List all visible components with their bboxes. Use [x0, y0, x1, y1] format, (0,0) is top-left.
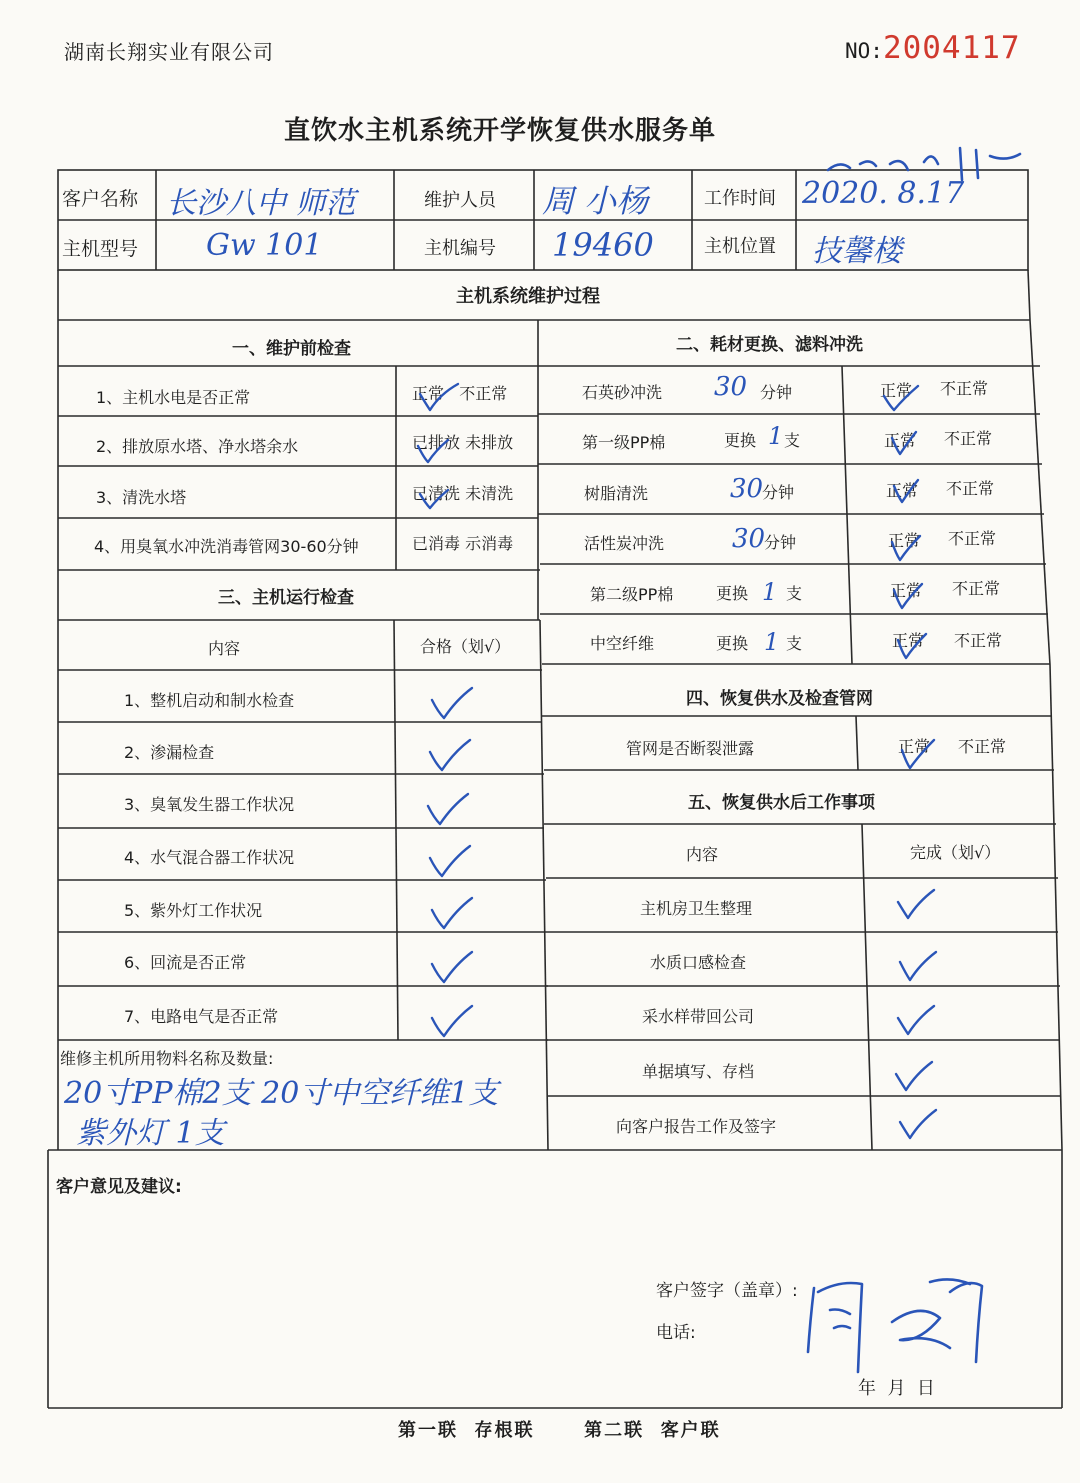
s2-pre-5: 更换 [716, 584, 749, 603]
s5-item-3: 采水样带回公司 [642, 1007, 755, 1026]
s2-normal-1: 正常 [880, 381, 913, 400]
s2-value-1: 30 [714, 372, 748, 402]
s4-item: 管网是否断裂泄露 [626, 739, 755, 758]
s2-abnormal-2: 不正常 [944, 429, 993, 448]
form-title: 直饮水主机系统开学恢复供水服务单 [283, 116, 716, 146]
check-mark-icon [888, 532, 934, 566]
s2-unit-1: 分钟 [760, 383, 793, 402]
section4-title: 四、恢复供水及检查管网 [686, 689, 873, 709]
check-mark-icon [894, 630, 940, 664]
s3-item-1: 1、整机启动和制水检查 [124, 691, 295, 710]
s3-item-4: 4、水气混合器工作状况 [124, 848, 295, 867]
s2-unit-4: 分钟 [764, 533, 797, 552]
check-mark-icon [892, 1060, 938, 1094]
check-mark-icon [416, 484, 462, 518]
s1-item-3: 3、清洗水塔 [96, 488, 187, 507]
section1-title: 一、维护前检查 [232, 339, 351, 359]
check-mark-icon [416, 380, 462, 414]
check-mark-icon [898, 738, 944, 772]
s2-pre-6: 更换 [716, 634, 749, 653]
materials-label: 维修主机所用物料名称及数量: [60, 1049, 274, 1068]
check-mark-icon [414, 436, 460, 470]
check-mark-icon [894, 888, 940, 922]
s2-value-5: 1 [762, 578, 778, 606]
host-serial-label: 主机编号 [424, 238, 496, 259]
s2-item-5: 第二级PP棉 [590, 585, 674, 604]
s3-item-6: 6、回流是否正常 [124, 953, 247, 972]
s2-abnormal-5: 不正常 [952, 579, 1001, 598]
phone-label: 电话: [656, 1323, 696, 1343]
host-serial-value: 19460 [552, 226, 654, 264]
date-label: 年 月 日 [858, 1378, 935, 1399]
s2-normal-6: 正常 [892, 631, 925, 650]
time-value: 2020. 8.17 [802, 176, 965, 211]
check-mark-icon [894, 1004, 940, 1038]
check-mark-icon [424, 792, 470, 826]
s1-options-2: 已排放 未排放 [412, 433, 514, 452]
model-value: Gw 101 [206, 228, 323, 263]
s1-item-4: 4、用臭氧水冲洗消毒管网30-60分钟 [94, 537, 359, 556]
materials-line2: 紫外灯 1支 [76, 1116, 225, 1151]
s2-unit-2: 支 [784, 431, 801, 450]
s1-item-1: 1、主机水电是否正常 [96, 388, 251, 407]
s2-item-1: 石英砂冲洗 [582, 383, 663, 402]
s5-item-4: 单据填写、存档 [642, 1062, 755, 1081]
location-label: 主机位置 [704, 236, 776, 257]
serial-label: NO: [845, 39, 883, 63]
s5-item-2: 水质口感检查 [650, 953, 747, 972]
s3-col-pass: 合格（划√） [420, 637, 511, 656]
company-name: 湖南长翔实业有限公司 [64, 40, 274, 64]
handwritten-scribble [820, 140, 1030, 186]
s1-item-2: 2、排放原水塔、净水塔余水 [96, 437, 299, 456]
model-label: 主机型号 [62, 238, 139, 260]
s5-item-5: 向客户报告工作及签字 [616, 1117, 777, 1136]
materials-line1: 20寸PP棉2支 20寸中空纤维1支 [64, 1076, 499, 1111]
s2-abnormal-1: 不正常 [940, 379, 989, 398]
s3-col-content: 内容 [208, 639, 241, 658]
feedback-label: 客户意见及建议: [56, 1177, 182, 1197]
time-label: 工作时间 [704, 188, 776, 209]
check-mark-icon [428, 896, 474, 930]
s5-item-1: 主机房卫生整理 [640, 899, 753, 918]
section2-title: 二、耗材更换、滤料冲洗 [676, 335, 863, 355]
staff-label: 维护人员 [424, 190, 496, 211]
check-mark-icon [428, 1004, 474, 1038]
s2-value-2: 1 [768, 422, 784, 450]
section5-title: 五、恢复供水后工作事项 [688, 793, 875, 813]
customer-label: 客户名称 [62, 188, 139, 210]
check-mark-icon [886, 430, 932, 464]
process-title: 主机系统维护过程 [456, 286, 600, 307]
s3-item-2: 2、渗漏检查 [124, 743, 215, 762]
s2-unit-3: 分钟 [762, 483, 795, 502]
s2-normal-2: 正常 [884, 431, 917, 450]
check-mark-icon [426, 844, 472, 878]
footer-copies: 第一联 存根联 第二联 客户联 [398, 1420, 721, 1441]
s1-options-4: 已消毒 示消毒 [412, 534, 514, 553]
s2-normal-3: 正常 [886, 481, 919, 500]
s2-abnormal-6: 不正常 [954, 631, 1003, 650]
customer-value: 长沙八中 师范 [166, 186, 356, 221]
check-mark-icon [426, 738, 472, 772]
signature-label: 客户签字（盖章）: [656, 1281, 798, 1301]
s2-item-6: 中空纤维 [590, 634, 655, 653]
s2-normal-5: 正常 [890, 581, 923, 600]
check-mark-icon [890, 580, 936, 614]
location-value: 技馨楼 [812, 234, 902, 269]
s1-options-3: 已清洗 未清洗 [412, 484, 514, 503]
check-mark-icon [428, 686, 474, 720]
s4-abnormal: 不正常 [958, 737, 1007, 756]
section3-title: 三、主机运行检查 [218, 588, 354, 608]
customer-signature [800, 1262, 1000, 1382]
s2-unit-6: 支 [786, 634, 803, 653]
s2-value-6: 1 [764, 628, 780, 656]
check-mark-icon [896, 950, 942, 984]
check-mark-icon [428, 950, 474, 984]
s5-col-done: 完成（划√） [910, 843, 1001, 862]
s2-value-3: 30 [730, 474, 764, 504]
s2-item-2: 第一级PP棉 [582, 433, 666, 452]
s3-item-3: 3、臭氧发生器工作状况 [124, 795, 295, 814]
serial-value: 2004117 [882, 30, 1021, 66]
s2-unit-5: 支 [786, 584, 803, 603]
s3-item-5: 5、紫外灯工作状况 [124, 901, 263, 920]
s2-normal-4: 正常 [888, 531, 921, 550]
s2-item-3: 树脂清洗 [584, 484, 649, 503]
s2-pre-2: 更换 [724, 431, 757, 450]
s2-item-4: 活性炭冲洗 [584, 534, 665, 553]
s2-value-4: 30 [732, 524, 766, 554]
s4-normal: 正常 [898, 737, 931, 756]
s1-options-1: 正常 不正常 [412, 384, 508, 403]
s2-abnormal-3: 不正常 [946, 479, 995, 498]
check-mark-icon [880, 382, 926, 416]
s5-col-content: 内容 [686, 845, 719, 864]
check-mark-icon [888, 478, 934, 512]
s3-item-7: 7、电路电气是否正常 [124, 1007, 279, 1026]
check-mark-icon [896, 1108, 942, 1142]
s2-abnormal-4: 不正常 [948, 529, 997, 548]
staff-value: 周 小杨 [542, 182, 649, 220]
